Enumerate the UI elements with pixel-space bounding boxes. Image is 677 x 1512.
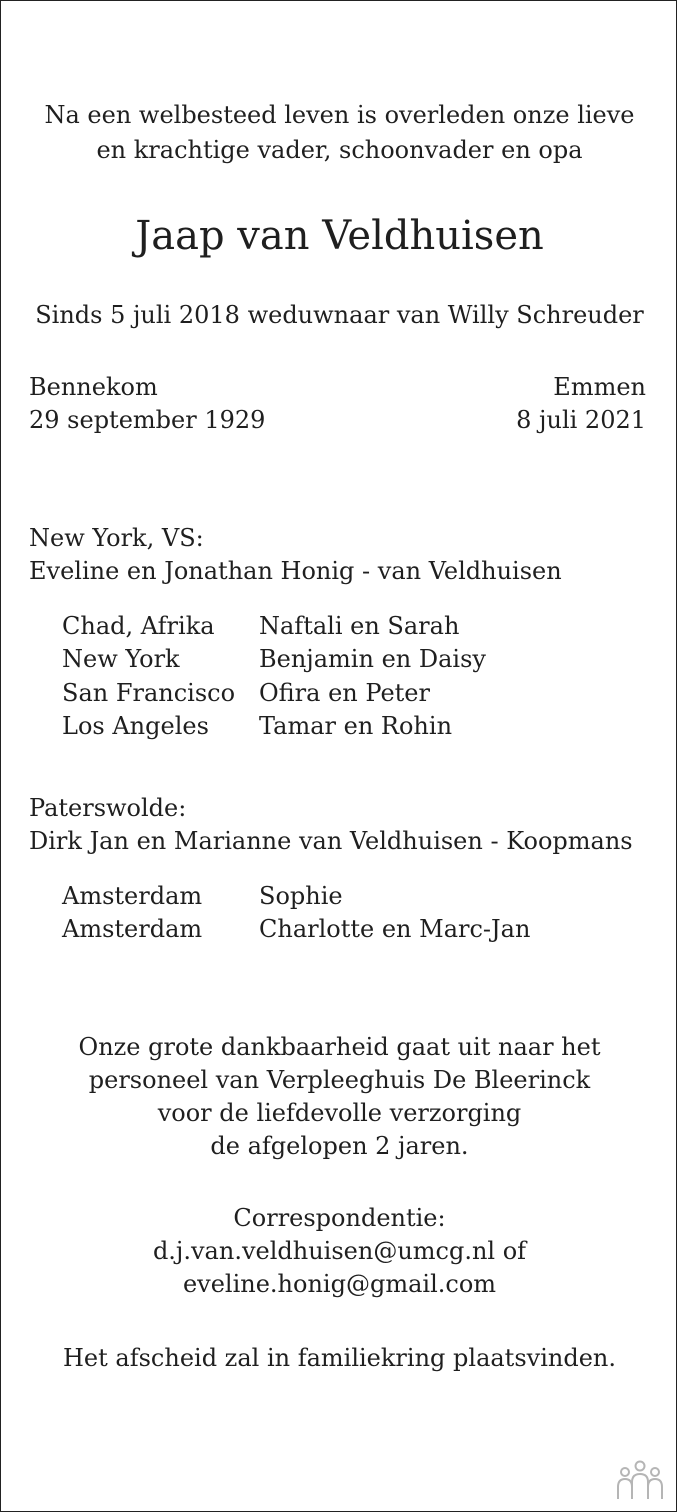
grandchild-names: Naftali en Sarah: [259, 612, 460, 640]
birth-date: 29 september 1929: [29, 406, 266, 434]
family-people-icon: [615, 1459, 665, 1501]
person-body-icon: [648, 1479, 662, 1499]
farewell-line: Het afscheid zal in familiekring plaatsvinden.: [63, 1344, 616, 1372]
correspondence-email-1: d.j.van.veldhuisen@umcg.nl of: [152, 1237, 527, 1265]
grandchild-names: Benjamin en Daisy: [259, 645, 486, 673]
person-body-icon: [632, 1474, 648, 1499]
grandchild-names: Ofira en Peter: [259, 679, 430, 707]
family-location: New York, VS:: [29, 524, 204, 552]
family-location: Paterswolde:: [29, 794, 187, 822]
widower-line: Sinds 5 juli 2018 weduwnaar van Willy Schreuder: [35, 301, 644, 329]
person-body-icon: [618, 1479, 632, 1499]
correspondence-email-2: eveline.honig@gmail.com: [182, 1270, 497, 1298]
person-head-icon: [621, 1468, 629, 1476]
death-date: 8 juli 2021: [516, 406, 646, 434]
family-parents: Dirk Jan en Marianne van Veldhuisen - Koopmans: [29, 827, 633, 855]
correspondence-label: Correspondentie:: [233, 1204, 446, 1232]
grandchild-place: Amsterdam: [62, 915, 203, 943]
family-parents: Eveline en Jonathan Honig - van Veldhuisen: [29, 557, 562, 585]
deceased-name: Jaap van Veldhuisen: [135, 213, 544, 259]
intro-line-1: Na een welbesteed leven is overleden onze lieve: [44, 101, 635, 129]
grandchild-place: Chad, Afrika: [62, 612, 215, 640]
grandchild-names: Tamar en Rohin: [259, 712, 453, 740]
grandchild-place: Los Angeles: [62, 712, 209, 740]
death-place: Emmen: [553, 373, 646, 401]
grandchild-names: Sophie: [259, 882, 343, 910]
grandchild-place: New York: [62, 645, 180, 673]
thanks-line: personeel van Verpleeghuis De Bleerinck: [88, 1066, 591, 1094]
grandchild-names: Charlotte en Marc-Jan: [259, 915, 531, 943]
thanks-line: de afgelopen 2 jaren.: [210, 1132, 469, 1160]
grandchild-place: San Francisco: [62, 679, 236, 707]
grandchild-place: Amsterdam: [62, 882, 203, 910]
thanks-line: Onze grote dankbaarheid gaat uit naar het: [78, 1033, 601, 1061]
birth-place: Bennekom: [29, 373, 158, 401]
person-head-icon: [651, 1468, 659, 1476]
thanks-line: voor de liefdevolle verzorging: [157, 1099, 522, 1127]
intro-line-2: en krachtige vader, schoonvader en opa: [96, 136, 583, 164]
person-head-icon: [636, 1462, 645, 1471]
